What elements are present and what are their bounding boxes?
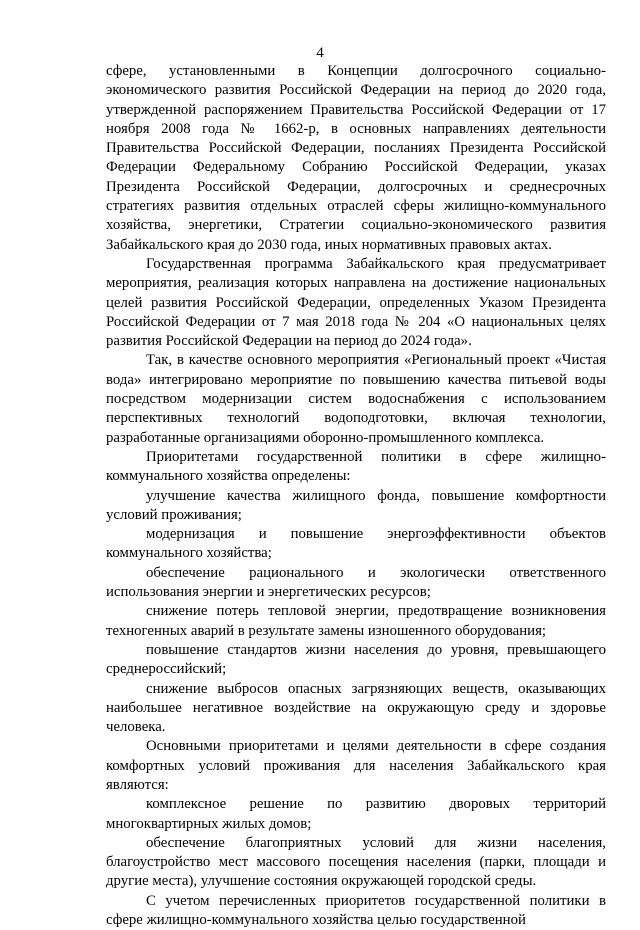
list-item-energy-use: обеспечение рационального и экологически ответственного использования энергии и энергетических ресурсов; [106, 564, 606, 601]
list-item-courtyards: комплексное решение по развитию дворовых территорий многоквартирных жилых домов; [106, 796, 606, 832]
paragraph-goal: С учетом перечисленных приоритетов государственной политики в сфере жилищно-коммунального хозяйства целью государственной [106, 892, 606, 929]
list-item-emissions: снижение выбросов опасных загрязняющих веществ, оказывающих наибольшее негативное воздействие на окружающую среду и здоровье человека. [106, 680, 606, 736]
paragraph-priorities-intro: Приоритетами государственной политики в сфере жилищно-коммунального хозяйства определены: [106, 448, 606, 485]
list-item-living-standards: повышение стандартов жизни населения до уровня, превышающего среднероссийский; [106, 641, 606, 678]
list-item-modernization: модернизация и повышение энергоэффективности объектов коммунального хозяйства; [106, 526, 606, 562]
paragraph-continuation: сфере, установленными в Концепции долгосрочного социально-экономического развития Российской Федерации на период до 2020 года, утвержденной распоряжением Правительства Российской Федерации от 17 ноября 2008 года № 1662-р, в основных направлениях деятельности Правительства Российской Федерации, посланиях Президента Российской Федерации Федеральному Собранию Российской Федерации, указах Президента Российской Федерации, долгосрочных и среднесрочных стратегиях развития отдельных отраслей сферы жилищно-коммунального хозяйства, энергетики, Стратегии социально-экономического развития Забайкальского края до 2030 года, иных нормативных правовых актах. [106, 63, 606, 253]
document-body [106, 62, 606, 930]
list-item-heat-loss: снижение потерь тепловой энергии, предотвращение возникновения техногенных аварий в результате замены изношенного оборудования; [106, 603, 606, 639]
list-item-housing-quality: улучшение качества жилищного фонда, повышение комфортности условий проживания; [106, 487, 606, 523]
paragraph-clean-water: Так, в качестве основного мероприятия «Региональный проект «Чистая вода» интегрировано мероприятие по повышению качества питьевой воды посредством модернизации систем водоснабжения с использованием перспективных технологий водоподготовки, включая технологии, разработанные организациями оборонно-промышленного комплекса. [106, 352, 606, 446]
paragraph-state-program: Государственная программа Забайкальского края предусматривает мероприятия, реализация которых направлена на достижение национальных целей развития Российской Федерации, определенных Указом Президента Российской Федерации от 7 мая 2018 года № 204 «О национальных целях развития Российской Федерации на период до 2024 года». [106, 255, 606, 350]
list-item-favorable-conditions: обеспечение благоприятных условий для жизни населения, благоустройство мест массового посещения населения (парки, площади и другие места), улучшение состояния окружающей городской среды. [106, 834, 606, 890]
paragraph-comfort-priorities: Основными приоритетами и целями деятельности в сфере создания комфортных условий проживания для населения Забайкальского края являются: [106, 738, 606, 793]
page-number: 4 [316, 45, 324, 61]
